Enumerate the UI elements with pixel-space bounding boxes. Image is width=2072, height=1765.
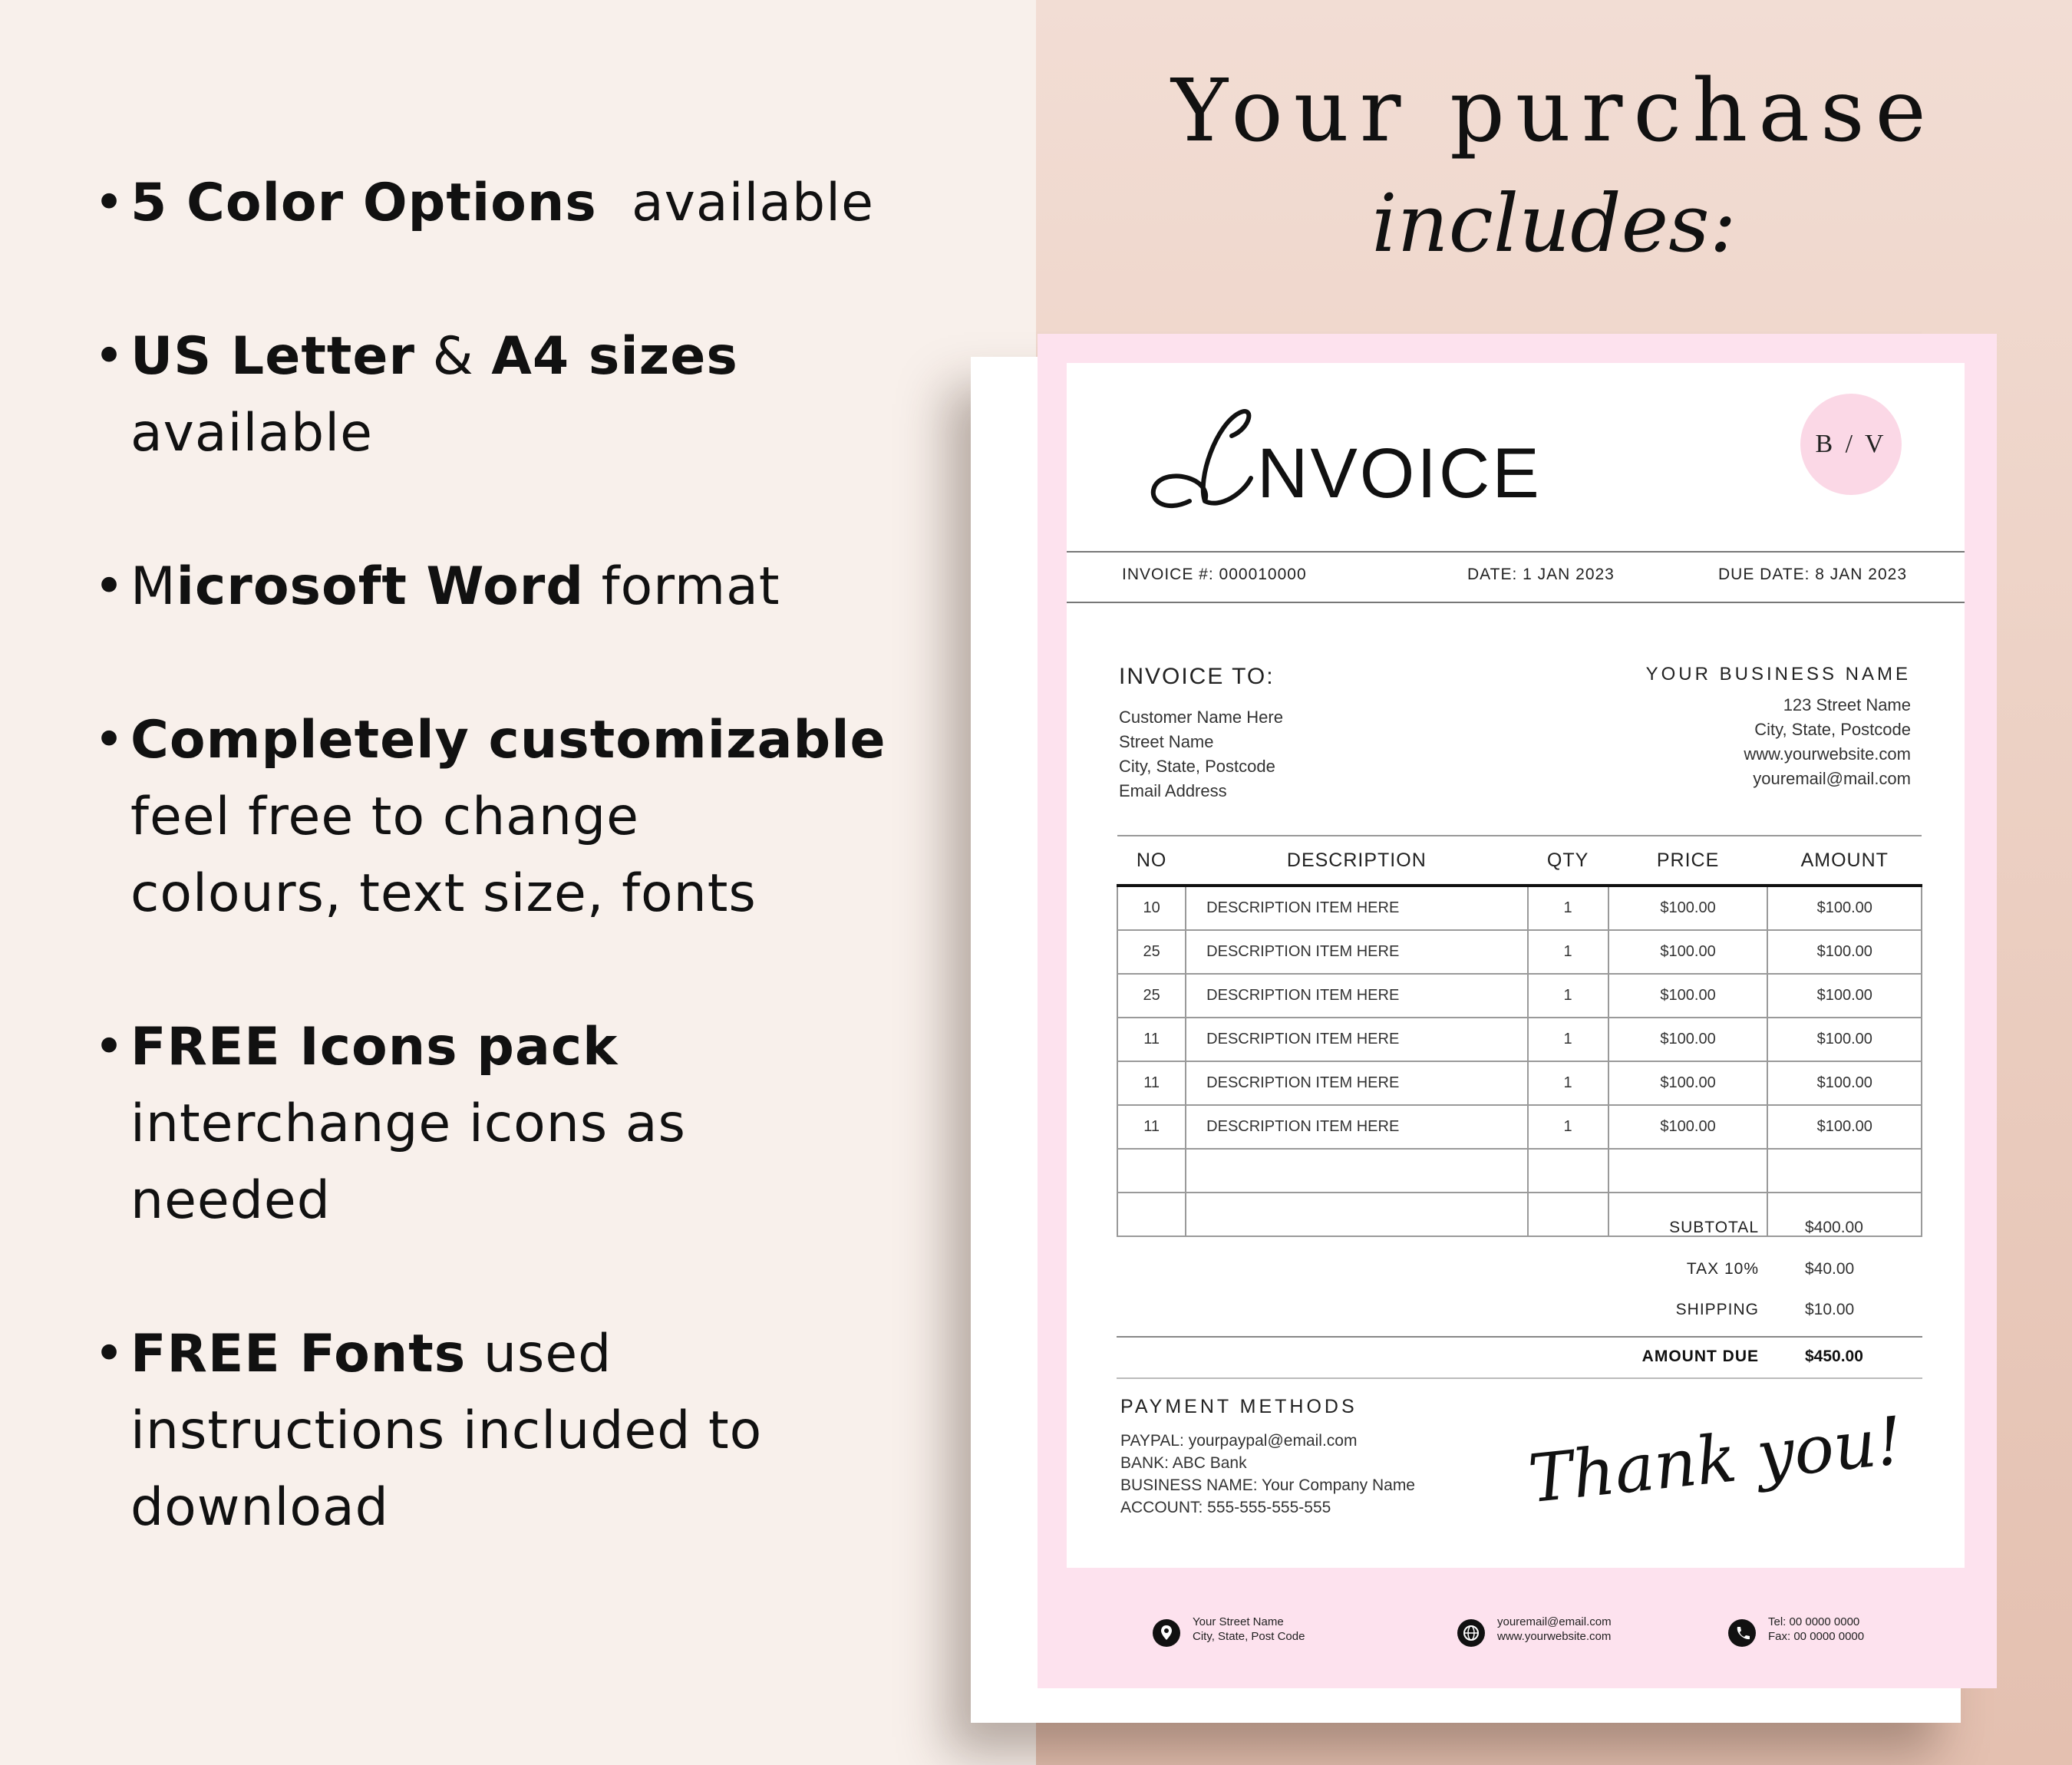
cell-amount: $100.00 bbox=[1767, 886, 1922, 930]
cell-amount: $100.00 bbox=[1767, 974, 1922, 1018]
cell-amount bbox=[1767, 1149, 1922, 1193]
cell-description: DESCRIPTION ITEM HERE bbox=[1186, 1061, 1527, 1105]
cell-no bbox=[1117, 1149, 1186, 1193]
invoice-due-date: DUE DATE: 8 JAN 2023 bbox=[1718, 566, 1908, 583]
cell-price: $100.00 bbox=[1608, 886, 1768, 930]
cell-no: 10 bbox=[1117, 886, 1186, 930]
cell-qty: 1 bbox=[1528, 1061, 1608, 1105]
table-row bbox=[1117, 930, 1922, 974]
subtotal-row: SUBTOTAL $400.00 bbox=[1669, 1219, 1863, 1236]
tax-row: TAX 10% $40.00 bbox=[1686, 1260, 1855, 1278]
cell-qty: 1 bbox=[1528, 974, 1608, 1018]
cell-price bbox=[1608, 1149, 1768, 1193]
business-details: 123 Street Name City, State, Postcode www.yourwebsite.com youremail@mail.com bbox=[1744, 695, 1911, 788]
invoice-preview: NVOICE B / V INVOICE #: 000010000 DATE: 1 JAN 2023 DUE DATE: 8 JAN 2023 INVOICE TO: Customer Name Here Street Name City, State, Postcode Email Address YOUR BUSINESS NAME 123 Street Name City, State, Postcode www.yourwebsite.com youremail@mail.com NO DESCRIPTION QTY PRICE AMOUNT 10 DESCRIPTION ITEM HERE 1 $100.00 $100.00 25 DESCRIPTION ITEM HERE 1 $100.00 $100.00 25 DESCRIPTION ITEM HERE 1 $100.00 $100.00 11 DESCRIPTION ITEM HERE 1 $100.00 $100.00 11 DESCRIPTION ITEM HERE 1 $100.00 $100.00 11 DESCRIPTION ITEM HERE 1 $100.00 $100.00 SUBTOTAL $400.00 TAX 10% $40.00 SHIPPING $10.00 AMOUNT DUE $450.00 PAYMENT METHODS PAYPAL: yourpaypal@email.com BANK: ABC Bank BUSINESS NAME: Your Company Name ACCOUNT: 555-555-555-555 Thank you! Your Street Name City, State, Post Code youremail@email.com www.yourwebsite.com Tel: 00 0000 0000 Fax: 00 0000 0000 bbox=[1038, 334, 1997, 1688]
amount-due-row: AMOUNT DUE $450.00 bbox=[1641, 1348, 1863, 1365]
table-row bbox=[1117, 1149, 1922, 1193]
cell-description: DESCRIPTION ITEM HERE bbox=[1186, 1018, 1527, 1061]
cell-no: 11 bbox=[1117, 1061, 1186, 1105]
feature-word-format: • Microsoft Word format bbox=[94, 556, 780, 617]
cell-price: $100.00 bbox=[1608, 1018, 1768, 1061]
cell-description bbox=[1186, 1149, 1527, 1193]
cell-qty: 1 bbox=[1528, 930, 1608, 974]
amount-due-rules bbox=[1117, 1336, 1922, 1379]
cell-price: $100.00 bbox=[1608, 930, 1768, 974]
payment-methods: PAYPAL: yourpaypal@email.com BANK: ABC Bank BUSINESS NAME: Your Company Name ACCOUNT: 555-555-555-555 bbox=[1120, 1432, 1415, 1516]
payment-methods-title: PAYMENT METHODS bbox=[1120, 1396, 1358, 1417]
cell-description: DESCRIPTION ITEM HERE bbox=[1186, 886, 1527, 930]
headline-script: includes: bbox=[1371, 176, 1737, 270]
cell-amount: $100.00 bbox=[1767, 1105, 1922, 1149]
cell-qty: 1 bbox=[1528, 1105, 1608, 1149]
cell-no: 25 bbox=[1117, 974, 1186, 1018]
feature-customizable: • Completely customizable feel free to change colours, text size, fonts bbox=[94, 710, 886, 924]
table-row bbox=[1117, 1105, 1922, 1149]
business-name: YOUR BUSINESS NAME bbox=[1645, 664, 1911, 685]
script-i-glyph bbox=[1143, 394, 1259, 524]
cell-no: 25 bbox=[1117, 930, 1186, 974]
feature-sizes: • US Letter & A4 sizes available bbox=[94, 326, 738, 464]
location-pin-icon bbox=[1153, 1619, 1180, 1647]
invoice-page: NVOICE B / V INVOICE #: 000010000 DATE: 1 JAN 2023 DUE DATE: 8 JAN 2023 INVOICE TO: Customer Name Here Street Name City, State, Postcode Email Address YOUR BUSINESS NAME 123 Street Name City, State, Postcode www.yourwebsite.com youremail@mail.com NO DESCRIPTION QTY PRICE AMOUNT 10 DESCRIPTION ITEM HERE 1 $100.00 $100.00 25 DESCRIPTION ITEM HERE 1 $100.00 $100.00 25 DESCRIPTION ITEM HERE 1 $100.00 $100.00 11 DESCRIPTION ITEM HERE 1 $100.00 $100.00 11 DESCRIPTION ITEM HERE 1 $100.00 $100.00 11 DESCRIPTION ITEM HERE 1 $100.00 $100.00 SUBTOTAL $400.00 TAX 10% $40.00 SHIPPING $10.00 AMOUNT DUE $450.00 PAYMENT METHODS PAYPAL: yourpaypal@email.com BANK: ABC Bank BUSINESS NAME: Your Company Name ACCOUNT: 555-555-555-555 Thank you! bbox=[1067, 363, 1965, 1568]
table-row bbox=[1117, 974, 1922, 1018]
feature-icons-pack: • FREE Icons pack interchange icons as needed bbox=[94, 1017, 686, 1231]
cell-no: 11 bbox=[1117, 1018, 1186, 1061]
cell-description: DESCRIPTION ITEM HERE bbox=[1186, 974, 1527, 1018]
cell-price: $100.00 bbox=[1608, 1105, 1768, 1149]
cell-qty bbox=[1528, 1149, 1608, 1193]
items-table bbox=[1117, 835, 1922, 1237]
invoice-date: DATE: 1 JAN 2023 bbox=[1467, 566, 1615, 583]
cell-price: $100.00 bbox=[1608, 974, 1768, 1018]
logo-badge: B / V bbox=[1800, 394, 1902, 495]
bill-to-details: Customer Name Here Street Name City, State, Postcode Email Address bbox=[1119, 708, 1283, 800]
globe-icon bbox=[1457, 1619, 1485, 1647]
phone-icon bbox=[1728, 1619, 1756, 1647]
cell-amount: $100.00 bbox=[1767, 1061, 1922, 1105]
invoice-meta-band bbox=[1067, 551, 1965, 603]
cell-no: 11 bbox=[1117, 1105, 1186, 1149]
cell-price: $100.00 bbox=[1608, 1061, 1768, 1105]
cell-description: DESCRIPTION ITEM HERE bbox=[1186, 930, 1527, 974]
bill-to-title: INVOICE TO: bbox=[1119, 664, 1275, 689]
cell-amount: $100.00 bbox=[1767, 930, 1922, 974]
invoice-number: INVOICE #: 000010000 bbox=[1122, 566, 1307, 583]
cell-qty: 1 bbox=[1528, 1018, 1608, 1061]
cell-amount: $100.00 bbox=[1767, 1018, 1922, 1061]
cell-qty: 1 bbox=[1528, 886, 1608, 930]
feature-fonts: • FREE Fonts used instructions included to download bbox=[94, 1324, 763, 1538]
table-row bbox=[1117, 1061, 1922, 1105]
feature-color-options: • 5 Color Options available bbox=[94, 173, 874, 233]
thank-you-signature: Thank you! bbox=[1524, 1402, 1906, 1519]
table-row bbox=[1117, 886, 1922, 930]
shipping-row: SHIPPING $10.00 bbox=[1675, 1301, 1855, 1318]
table-header: NO DESCRIPTION QTY PRICE AMOUNT bbox=[1117, 836, 1922, 886]
headline: Your purchase bbox=[1171, 61, 1937, 161]
cell-description: DESCRIPTION ITEM HERE bbox=[1186, 1105, 1527, 1149]
table-row bbox=[1117, 1018, 1922, 1061]
